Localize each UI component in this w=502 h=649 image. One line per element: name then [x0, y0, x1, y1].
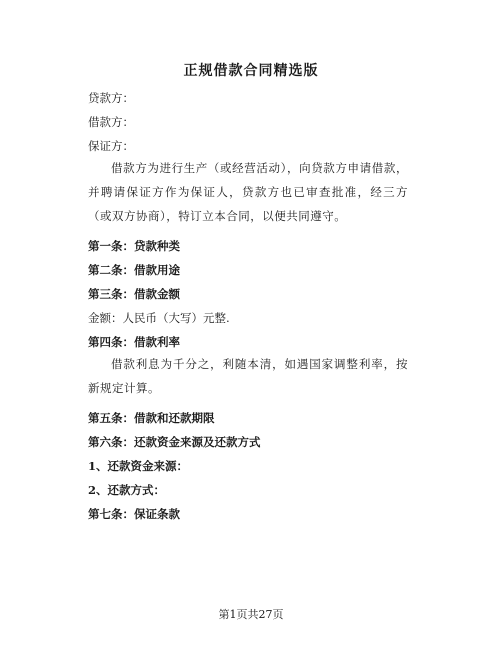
article-6-heading: 第六条：还款资金来源及还款方式: [88, 435, 261, 449]
article-1-heading: 第一条：贷款种类: [88, 239, 180, 253]
intro-paragraph: 借款方为进行生产（或经营活动），向贷款方申请借款，并聘请保证方作为保证人，贷款方也已审查批准，经三方（或双方协商），特订立本合同，以便共同遵守。: [88, 161, 408, 223]
document-title: 正规借款合同精选版: [183, 63, 319, 79]
article-3-heading: 第三条：借款金额: [88, 287, 180, 301]
repayment-source-item: 1、还款资金来源：: [88, 459, 189, 473]
borrower-line: 借款方：: [88, 115, 134, 129]
article-2-heading: 第二条：借款用途: [88, 263, 180, 277]
lender-line: 贷款方：: [88, 91, 134, 105]
guarantor-line: 保证方：: [88, 139, 134, 153]
article-7-heading: 第七条：保证条款: [88, 507, 180, 521]
repayment-method-item: 2、还款方式：: [88, 483, 166, 497]
article-5-heading: 第五条：借款和还款期限: [88, 411, 215, 425]
page-number-footer: 第1页共27页: [218, 608, 284, 621]
article-4-heading: 第四条：借款利率: [88, 335, 180, 349]
interest-paragraph: 借款利息为千分之，利随本清，如遇国家调整利率，按新规定计算。: [88, 357, 408, 395]
amount-line: 金额：人民币（大写）元整.: [88, 311, 230, 325]
